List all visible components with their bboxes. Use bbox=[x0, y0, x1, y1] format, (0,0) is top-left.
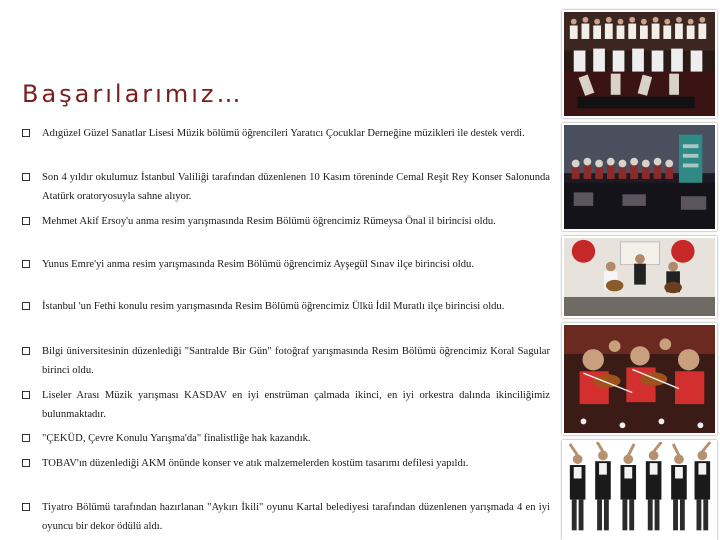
choir-and-dance-performance-photo bbox=[562, 10, 717, 118]
list-item bbox=[20, 498, 550, 536]
list-item bbox=[20, 212, 496, 231]
list-item bbox=[20, 342, 550, 380]
checkbox-bullet-icon bbox=[22, 173, 30, 181]
checkbox-bullet-icon bbox=[22, 260, 30, 268]
achievement-text: Mehmet Akif Ersoy'u anma resim yarışmasında Resim Bölümü öğrencimiz Rümeysa Önal il birincisi oldu. bbox=[42, 216, 496, 227]
achievement-text: Bilgi üniversitesinin düzenlediği "Santralde Bir Gün" fotoğraf yarışmasında Resim Bölümü öğrencimiz Koral Sagular birinci oldu. bbox=[42, 346, 550, 376]
list-item bbox=[20, 255, 474, 274]
page-title: Başarılarımız… bbox=[22, 80, 244, 108]
checkbox-bullet-icon bbox=[22, 434, 30, 442]
achievement-text: Son 4 yıldır okulumuz İstanbul Valiliği tarafından düzenlenen 10 Kasım töreninde Cemal Reşit Rey Konser Salonunda Atatürk oratoryosuyla sahne alıyor. bbox=[42, 172, 550, 202]
list-item bbox=[20, 124, 525, 143]
list-item bbox=[20, 168, 550, 206]
checkbox-bullet-icon bbox=[22, 217, 30, 225]
checkbox-bullet-icon bbox=[22, 503, 30, 511]
achievement-text: Tiyatro Bölümü tarafından hazırlanan "Aykırı İkili" oyunu Kartal belediyesi tarafından düzenlenen yarışmada 4 en iyi oyuncu bir dekor ödülü aldı. bbox=[42, 502, 550, 532]
list-item bbox=[20, 429, 311, 448]
concert-hall-stage-photo bbox=[562, 123, 717, 231]
achievement-text: İstanbul 'un Fethi konulu resim yarışmasında Resim Bölümü öğrencimiz Ülkü İdil Muratlı ilçe birincisi oldu. bbox=[42, 301, 505, 312]
dance-group-photo bbox=[562, 440, 717, 540]
list-item bbox=[20, 386, 550, 424]
achievement-text: TOBAV'ın düzenlediği AKM önünde konser ve atık malzemelerden kostüm tasarımı defilesi yapıldı. bbox=[42, 458, 469, 469]
list-item bbox=[20, 297, 504, 316]
checkbox-bullet-icon bbox=[22, 459, 30, 467]
list-item bbox=[20, 454, 468, 473]
violin-students-photo bbox=[562, 323, 717, 435]
checkbox-bullet-icon bbox=[22, 129, 30, 137]
achievement-text: Yunus Emre'yi anma resim yarışmasında Resim Bölümü öğrencimiz Ayşegül Sınav ilçe birincisi oldu. bbox=[42, 259, 474, 270]
achievement-text: "ÇEKÜD, Çevre Konulu Yarışma'da" finalistliğe hak kazandık. bbox=[42, 433, 311, 444]
achievement-text: Liseler Arası Müzik yarışması KASDAV en iyi enstrüman çalmada ikinci, en iyi orkestra dalında ikinciliğimiz bulunmaktadır. bbox=[42, 390, 550, 420]
checkbox-bullet-icon bbox=[22, 302, 30, 310]
checkbox-bullet-icon bbox=[22, 347, 30, 355]
checkbox-bullet-icon bbox=[22, 391, 30, 399]
guitar-duo-on-stage-photo bbox=[562, 236, 717, 318]
achievement-text: Adıgüzel Güzel Sanatlar Lisesi Müzik bölümü öğrencileri Yaratıcı Çocuklar Derneğine müzikleri ile destek verdi. bbox=[42, 128, 525, 139]
